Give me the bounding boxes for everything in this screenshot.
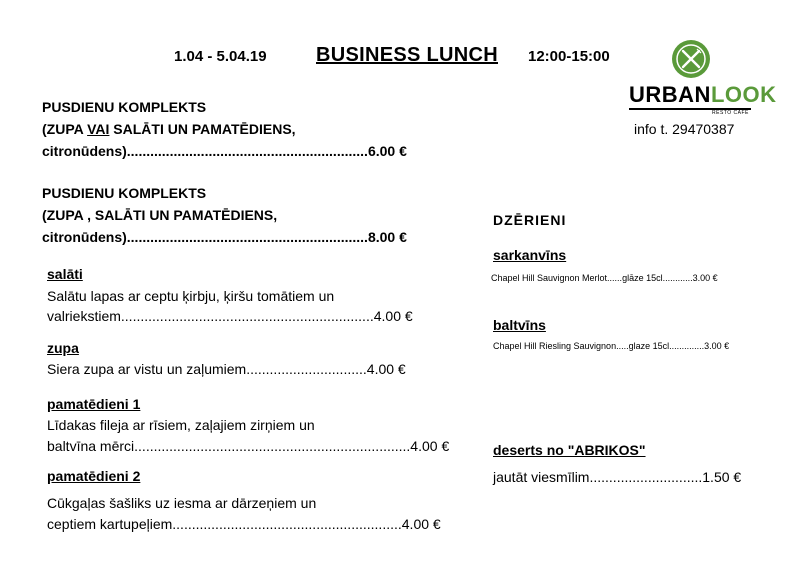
salati-description: Salātu lapas ar ceptu ķirbju, ķiršu tomātiem un (47, 288, 335, 304)
komplekts-2-contents: (ZUPA , SALĀTI UN PAMATĒDIENS, (42, 207, 278, 223)
komplekts-1-price-line: citronūdens)..............................................................6.00 € (42, 143, 407, 159)
dessert-heading: deserts no "ABRIKOS" (493, 442, 646, 458)
logo-wordmark (629, 82, 777, 108)
red-wine-heading: sarkanvīns (493, 247, 567, 263)
white-wine-item: Chapel Hill Riesling Sauvignon.....glaze 15cl..............3.00 € (493, 341, 730, 351)
info-phone: info t. 29470387 (634, 121, 735, 137)
salati-heading: salāti (47, 266, 83, 282)
page-title: BUSINESS LUNCH (316, 44, 498, 66)
pamatedieni-1-heading: pamatēdieni 1 (47, 396, 141, 412)
komplekts-2-price-line: citronūdens)..............................................................8.00 € (42, 229, 407, 245)
zupa-heading: zupa (47, 340, 79, 356)
komplekts-1-contents: (ZUPA VAI SALĀTI UN PAMATĒDIENS, (42, 121, 296, 137)
logo-word-look: LOOK (710, 82, 777, 107)
drinks-title: DZĒRIENI (493, 212, 567, 228)
red-wine-item: Chapel Hill Sauvignon Merlot......glāze 15cl............3.00 € (491, 273, 718, 283)
zupa-price-line: Siera zupa ar vistu un zaļumiem...............................4.00 € (47, 361, 406, 377)
logo-subtitle: RESTO CAFE (712, 110, 749, 116)
fork-knife-icon (671, 39, 711, 79)
logo-word-urban: URBAN (629, 82, 711, 107)
pamatedieni-2-description: Cūkgaļas šašliks uz iesma ar dārzeņiem un (47, 495, 317, 511)
vai-emphasis: VAI (87, 121, 110, 137)
dessert-price-line: jautāt viesmīlim.............................1.50 € (493, 469, 742, 485)
lunch-hours: 12:00-15:00 (528, 48, 610, 65)
komplekts-1-title: PUSDIENU KOMPLEKTS (42, 99, 207, 115)
komplekts-2-title: PUSDIENU KOMPLEKTS (42, 185, 207, 201)
pamatedieni-2-heading: pamatēdieni 2 (47, 468, 141, 484)
pamatedieni-1-price-line: baltvīna mērci.......................................................................4.00 € (47, 438, 450, 454)
pamatedieni-2-price-line: ceptiem kartupeļiem...........................................................4.00 € (47, 516, 441, 532)
salati-price-line: valriekstiem.................................................................4.00 € (47, 308, 413, 324)
pamatedieni-1-description: Līdakas fileja ar rīsiem, zaļajiem zirņiem un (47, 417, 315, 433)
date-range: 1.04 - 5.04.19 (174, 48, 267, 65)
white-wine-heading: baltvīns (493, 317, 546, 333)
